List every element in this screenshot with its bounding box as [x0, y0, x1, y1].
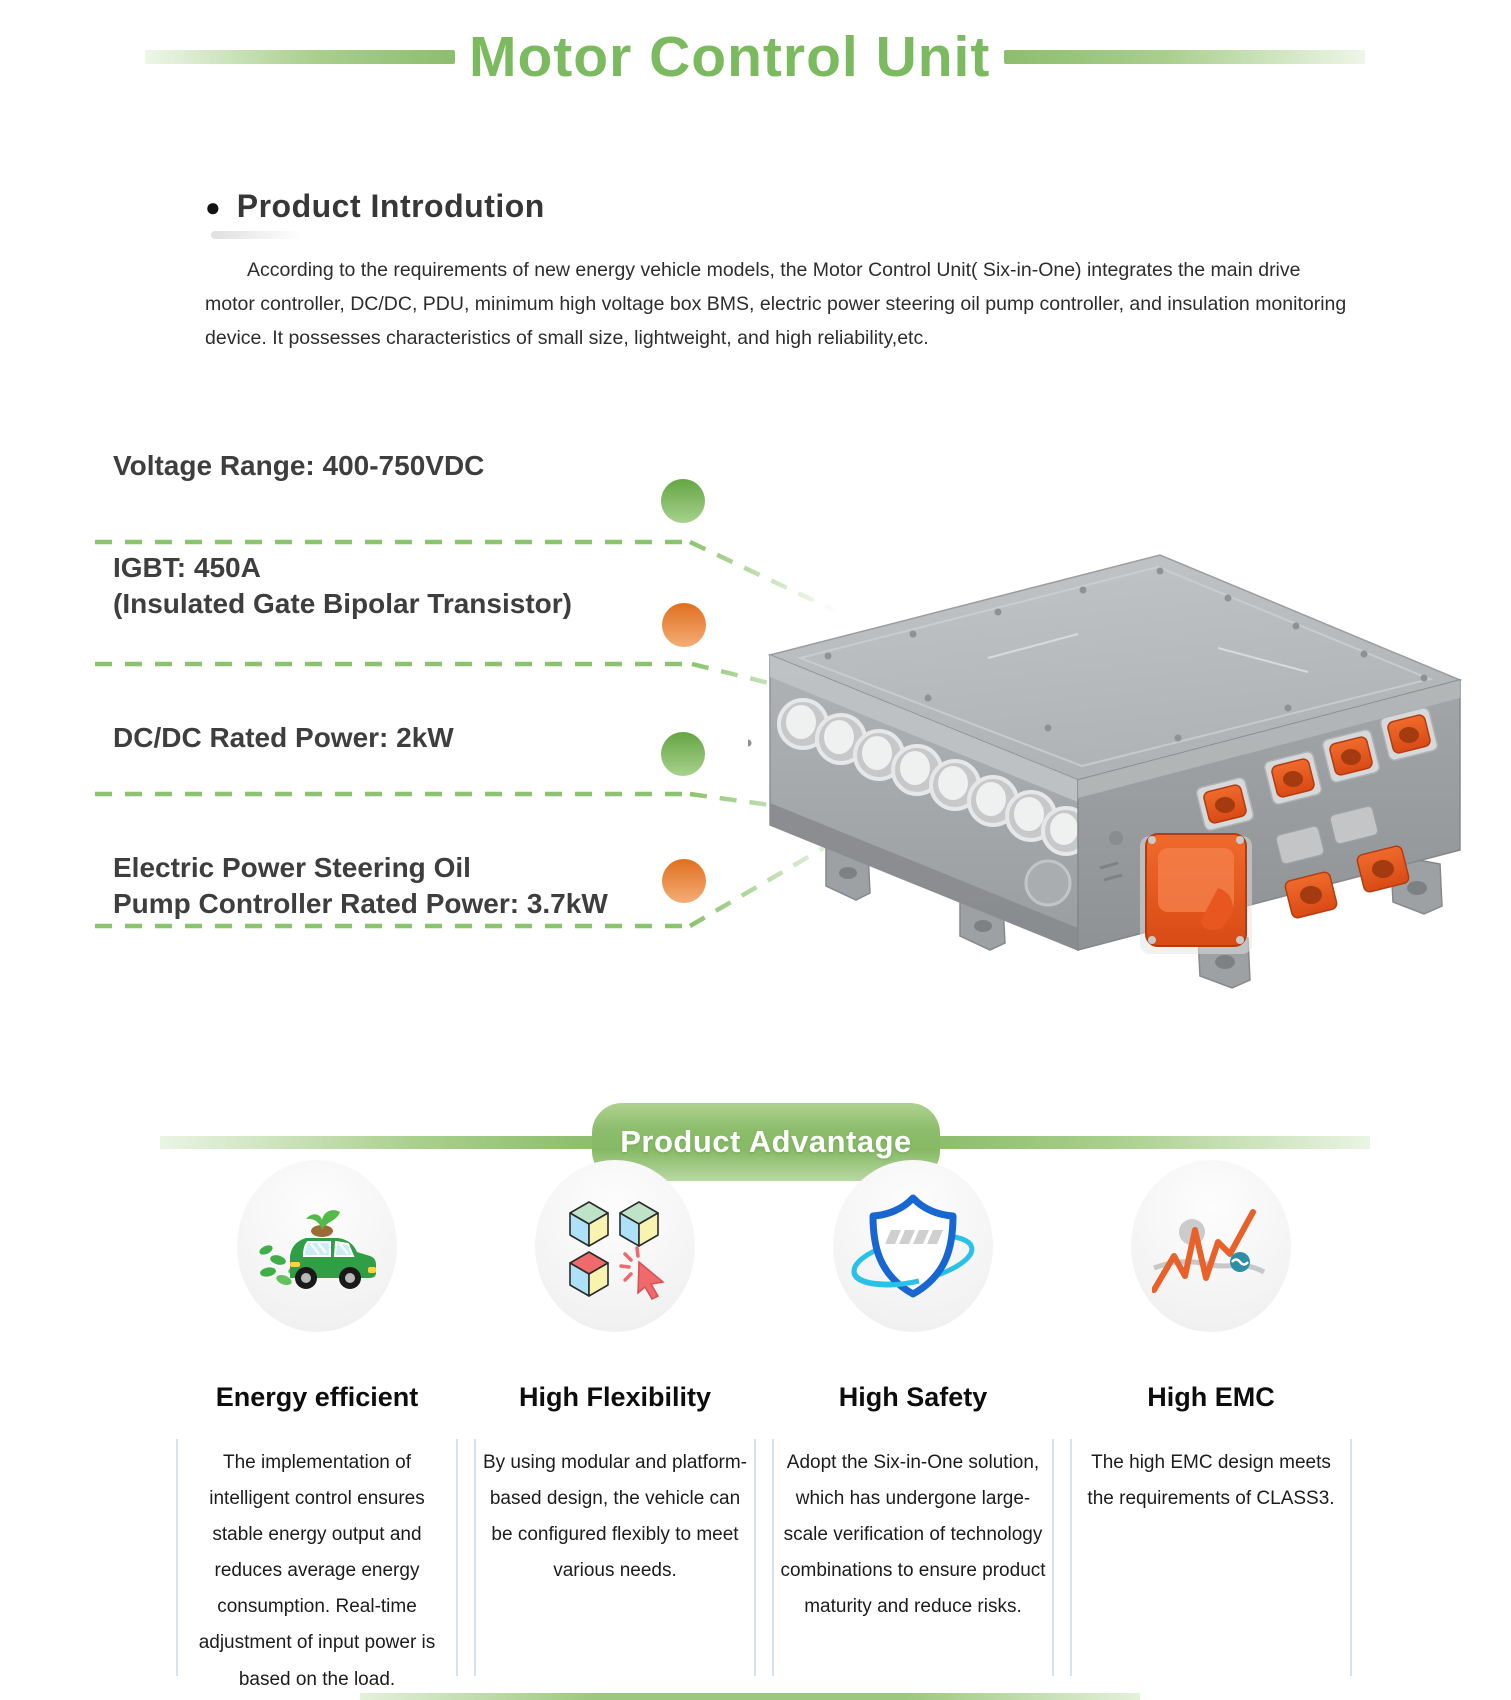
spec-line: IGBT: 450A [113, 552, 261, 583]
spec-igbt [113, 550, 572, 623]
advantage-grid [176, 1160, 1352, 1698]
bullet-icon: ● [205, 191, 221, 222]
green-dot-icon [661, 479, 705, 523]
banner-rule-left [160, 1136, 592, 1149]
advantage-high-safety [772, 1160, 1054, 1698]
banner-pill: Product Advantage [592, 1103, 940, 1181]
advantage-text-block [1070, 1439, 1352, 1517]
spec-line: (Insulated Gate Bipolar Transistor) [113, 588, 572, 620]
product-introduction-section [205, 188, 1355, 355]
emc-chart-icon [1152, 1194, 1270, 1298]
page-title: Motor Control Unit [469, 25, 991, 89]
advantage-title: High Safety [838, 1382, 988, 1412]
icon-circle [833, 1160, 993, 1332]
product-image [748, 538, 1510, 1000]
advantage-text: The high EMC design meets the requirements of CLASS3. [1087, 1452, 1335, 1510]
orange-dot-icon [662, 603, 706, 647]
advantage-text-block [474, 1439, 756, 1589]
advantage-energy-efficient [176, 1160, 458, 1698]
advantage-title: Energy efficient [215, 1382, 419, 1412]
banner-rule-right [940, 1136, 1370, 1149]
spec-line: Electric Power Steering Oil [113, 852, 471, 883]
intro-heading-underline [211, 231, 303, 239]
advantage-text-block [772, 1439, 1054, 1625]
motor-control-unit-render [748, 538, 1510, 1000]
modular-cubes-icon [559, 1192, 671, 1300]
bottom-divider [360, 1693, 1140, 1700]
icon-circle [535, 1160, 695, 1332]
advantage-high-emc [1070, 1160, 1352, 1698]
intro-heading: Product Introdution [236, 188, 545, 224]
shield-icon [847, 1186, 979, 1306]
advantage-text: Adopt the Six-in-One solution, which has undergone large-scale verification of technology combinations to ensure product maturity and reduce risks. [780, 1452, 1046, 1618]
spec-steering-pump-power [113, 850, 608, 923]
intro-paragraph: According to the requirements of new energy vehicle models, the Motor Control Unit( Six-in-One) integrates the main drive motor controller, DC/DC, PDU, minimum high voltage box BMS, electric power steering oil pump controller, and insulation monitoring device. It possesses characteristics of small size, lightweight, and high reliability,etc. [205, 259, 1347, 350]
advantage-title: High EMC [1147, 1382, 1275, 1412]
spec-voltage-range [113, 448, 484, 484]
orange-dot-icon [662, 859, 706, 903]
spec-dcdc-power [113, 720, 454, 756]
green-dot-icon [661, 732, 705, 776]
page-header [0, 26, 1511, 89]
intro-heading-row [205, 188, 1355, 225]
green-car-icon [256, 1194, 378, 1298]
advantage-title: High Flexibility [518, 1382, 712, 1412]
spec-line: DC/DC Rated Power: 2kW [113, 722, 454, 753]
advantage-high-flexibility [474, 1160, 756, 1698]
title-rule-left [145, 50, 455, 64]
advantage-text: By using modular and platform-based design, the vehicle can be configured flexibly to meet various needs. [482, 1452, 747, 1582]
icon-circle [237, 1160, 397, 1332]
advantage-text-block [176, 1439, 458, 1698]
title-rule-right [1004, 50, 1365, 64]
advantage-text: The implementation of intelligent control ensures stable energy output and reduces average energy consumption. Real-time adjustment of input power is based on the load. [198, 1452, 436, 1690]
spec-line: Pump Controller Rated Power: 3.7kW [113, 888, 608, 920]
icon-circle [1131, 1160, 1291, 1332]
spec-line: Voltage Range: 400-750VDC [113, 450, 485, 481]
